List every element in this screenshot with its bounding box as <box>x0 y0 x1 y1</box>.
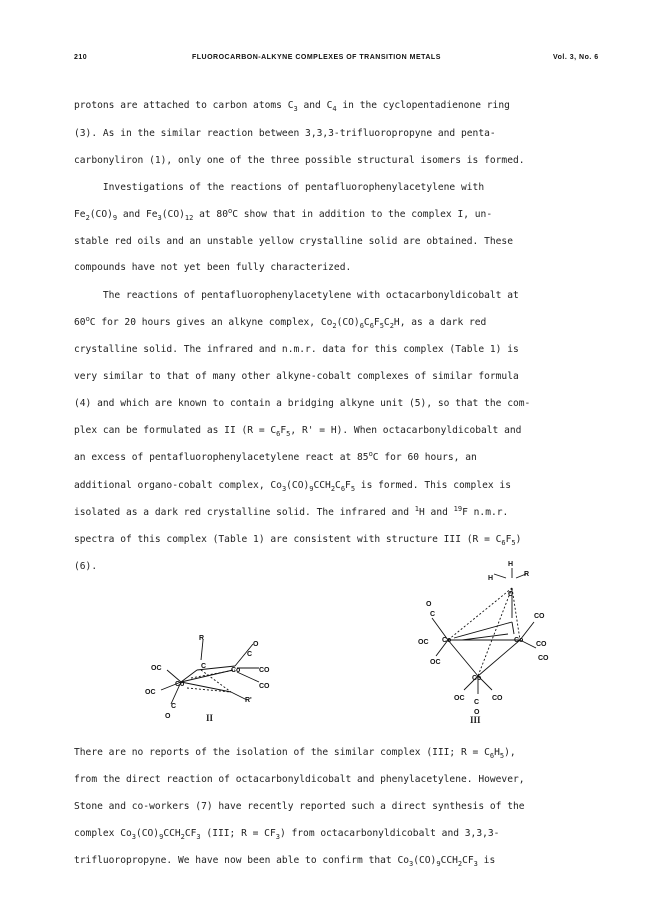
carbonyl-label: OC <box>418 639 429 646</box>
hydrogen-atom: H <box>508 561 514 568</box>
carbon-atom: C <box>474 699 480 706</box>
oxygen-atom: O <box>253 641 259 648</box>
volume-issue: Vol. 3, No. 6 <box>553 54 599 61</box>
structure-III-diagram <box>408 560 568 738</box>
carbon-atom: C <box>508 591 514 598</box>
r-substituent: R <box>524 571 530 578</box>
text-line: compounds have not yet been fully characterized. <box>74 262 352 273</box>
text-line: complex $Co_3(CO)_9CCH_2CF_3$ (III; $R = CF_3$) from octacarbonyldicobalt and 3,3,3- <box>74 828 500 841</box>
carbonyl-label: OC <box>145 689 156 696</box>
text-line: There are no reports of the isolation of the similar complex (III; $R = C_6H_5$), <box>74 747 516 760</box>
page-number: 210 <box>74 54 88 61</box>
running-title: FLUOROCARBON-ALKYNE COMPLEXES OF TRANSITION METALS <box>192 54 441 61</box>
text-line: protons are attached to carbon atoms $C_3$ and $C_4$ in the cyclopentadienone ring <box>74 100 510 113</box>
r-prime-substituent: R' <box>245 697 252 704</box>
text-line: (6). <box>74 561 98 572</box>
text-line: very similar to that of many other alkyne-cobalt complexes of similar formula <box>74 371 519 382</box>
text-line: spectra of this complex (Table 1) are consistent with structure III $(R = C_6F_5)$ <box>74 534 522 547</box>
text-line: (4) and which are known to contain a bridging alkyne unit (5), so that the com- <box>74 398 531 409</box>
oxygen-atom: O <box>165 713 171 720</box>
oxygen-atom: O <box>426 601 432 608</box>
carbonyl-label: OC <box>454 695 465 702</box>
cobalt-atom: Co <box>442 637 452 644</box>
carbon-atom: C <box>171 703 177 710</box>
text-line: crystalline solid. The infrared and n.m.r. data for this complex (Table 1) is <box>74 344 519 355</box>
carbonyl-label: CO <box>259 683 270 690</box>
text-line: plex can be formulated as II ($R = C_6F_5$, R' = H). When octacarbonyldicobalt and <box>74 425 522 438</box>
carbonyl-label: OC <box>430 659 441 666</box>
running-header <box>0 54 672 68</box>
carbonyl-label: CO <box>259 667 270 674</box>
carbon-atom: C <box>430 611 436 618</box>
carbonyl-label: CO <box>538 655 549 662</box>
text-line: stable red oils and an unstable yellow crystalline solid are obtained. These <box>74 236 513 247</box>
oxygen-atom: O <box>474 709 480 716</box>
text-line: $Fe_2(CO)_9$ and $Fe_3(CO)_{12}$ at 80$^o$C show that in addition to the complex I, un- <box>74 207 493 222</box>
text-line: an excess of pentafluorophenylacetylene react at 85$^o$C for 60 hours, an <box>74 450 477 463</box>
text-line: additional organo-cobalt complex, $Co_3(CO)_9CCH_2C_6F_5$ is formed. This complex is <box>74 480 511 493</box>
text-line: Stone and co-workers (7) have recently reported such a direct synthesis of the <box>74 801 525 812</box>
hydrogen-atom: H <box>488 575 494 582</box>
text-line: (3). As in the similar reaction between 3,3,3-trifluoropropyne and penta- <box>74 128 496 139</box>
text-line: isolated as a dark red crystalline solid. The infrared and $^1$H and $^{19}$F n.m.r. <box>74 505 509 518</box>
text-line: carbonyliron (1), only one of the three possible structural isomers is formed. <box>74 155 525 166</box>
text-line: Investigations of the reactions of pentafluorophenylacetylene with <box>74 182 485 193</box>
text-line: trifluoropropyne. We have now been able to confirm that $Co_3(CO)_9CCH_2CF_3$ is <box>74 855 496 868</box>
carbonyl-label: CO <box>492 695 503 702</box>
cobalt-atom: Co <box>175 681 185 688</box>
cobalt-atom: Co <box>231 667 241 674</box>
text-line: The reactions of pentafluorophenylacetylene with octacarbonyldicobalt at <box>74 290 519 301</box>
carbon-atom: C <box>247 651 253 658</box>
cobalt-atom: Co <box>472 675 482 682</box>
cobalt-atom: Co <box>514 637 524 644</box>
r-substituent: R <box>199 635 205 642</box>
carbonyl-label: OC <box>151 665 162 672</box>
text-line: 60$^o$C for 20 hours gives an alkyne complex, $Co_2(CO)_6C_6F_5C_2H$, as a dark red <box>74 315 487 330</box>
text-line: from the direct reaction of octacarbonyldicobalt and phenylacetylene. However, <box>74 774 525 785</box>
structure-II-diagram <box>135 630 295 728</box>
carbon-atom: C <box>201 663 207 670</box>
structure-II-label: II <box>206 713 214 723</box>
structure-III-label: III <box>470 715 481 725</box>
carbonyl-label: CO <box>534 613 545 620</box>
carbonyl-label: CO <box>536 641 547 648</box>
